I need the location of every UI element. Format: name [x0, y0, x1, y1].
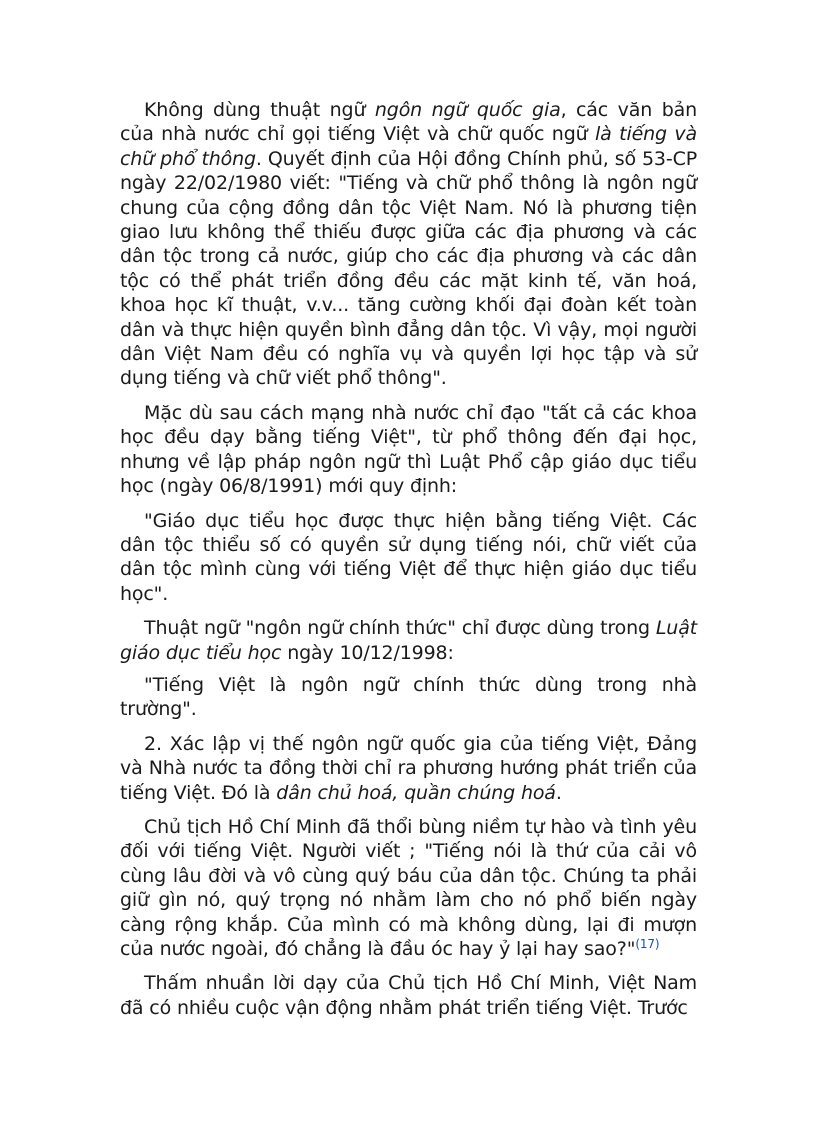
italic-term: là tiếng và chữ phổ thông	[120, 123, 698, 170]
paragraph-quote-1991: "Giáo dục tiểu học được thực hiện bằng tiếng Việt. Các dân tộc thiểu số có quyền sử dụng tiếng nói, chữ viết của dân tộc mình cùng với tiếng Việt để thực hiện giáo dục tiểu học".	[120, 509, 697, 605]
document-page	[120, 98, 697, 1020]
italic-term: ngôn ngữ quốc gia	[374, 99, 561, 121]
paragraph-quote-1998: "Tiếng Việt là ngôn ngữ chính thức dùng trong nhà trường".	[120, 673, 697, 721]
paragraph-official-language-term: Thuật ngữ "ngôn ngữ chính thức" chỉ được dùng trong Luật giáo dục tiểu học ngày 10/12/1998:	[120, 617, 697, 664]
paragraph-campaigns: Thấm nhuần lời dạy của Chủ tịch Hồ Chí Minh, Việt Nam đã có nhiều cuộc vận động nhằm phát triển tiếng Việt. Trước	[120, 972, 697, 1019]
italic-term: dân chủ hoá, quần chúng hoá	[276, 781, 556, 804]
footnote-reference[interactable]: (17)	[635, 937, 660, 951]
paragraph-after-revolution: Mặc dù sau cách mạng nhà nước chỉ đạo "tất cả các khoa học đều dạy bằng tiếng Việt", từ phổ thông đến đại học, nhưng về lập pháp ngôn ngữ thì Luật Phổ cập giáo dục tiểu học (ngày 06/8/1991) mới quy định:	[120, 401, 697, 498]
paragraph-ho-chi-minh: Chủ tịch Hồ Chí Minh đã thổi bùng niềm tự hào và tình yêu đối với tiếng Việt. Người viết ; "Tiếng nói là thứ của cải vô cùng lâu đời và vô cùng quý báu của dân tộc. Chúng ta phải giữ gìn nó, quý trọng nó nhằm làm cho nó phổ biến ngày càng rộng khắp. Của mình có mà không dùng, lại đi mượn của nước ngoài, đó chẳng là đầu óc hay ỷ lại hay sao?"$^{(17)}$	[120, 815, 697, 960]
italic-law-title: Luật giáo dục tiểu học	[120, 617, 697, 664]
paragraph-point-2: 2. Xác lập vị thế ngôn ngữ quốc gia của tiếng Việt, Đảng và Nhà nước ta đồng thời chỉ ra phương hướng phát triển của tiếng Việt. Đó là dân chủ hoá, quần chúng hoá.	[120, 732, 697, 804]
paragraph-official-term: Không dùng thuật ngữ ngôn ngữ quốc gia, các văn bản của nhà nước chỉ gọi tiếng Việt và chữ quốc ngữ là tiếng và chữ phổ thông. Quyết định của Hội đồng Chính phủ, số 53-CP ngày 22/02/1980 viết: "Tiếng và chữ phổ thông là ngôn ngữ chung của cộng đồng dân tộc Việt Nam. Nó là phương tiện giao lưu không thể thiếu được giữa các địa phương và các dân tộc trong cả nước, giúp cho các địa phương và các dân tộc có thể phát triển đồng đều các mặt kinh tế, văn hoá, khoa học kĩ thuật, v.v... tăng cường khối đại đoàn kết toàn dân và thực hiện quyền bình đẳng dân tộc. Vì vậy, mọi người dân Việt Nam đều có nghĩa vụ và quyền lợi học tập và sử dụng tiếng và chữ viết phổ thông".	[120, 99, 698, 390]
